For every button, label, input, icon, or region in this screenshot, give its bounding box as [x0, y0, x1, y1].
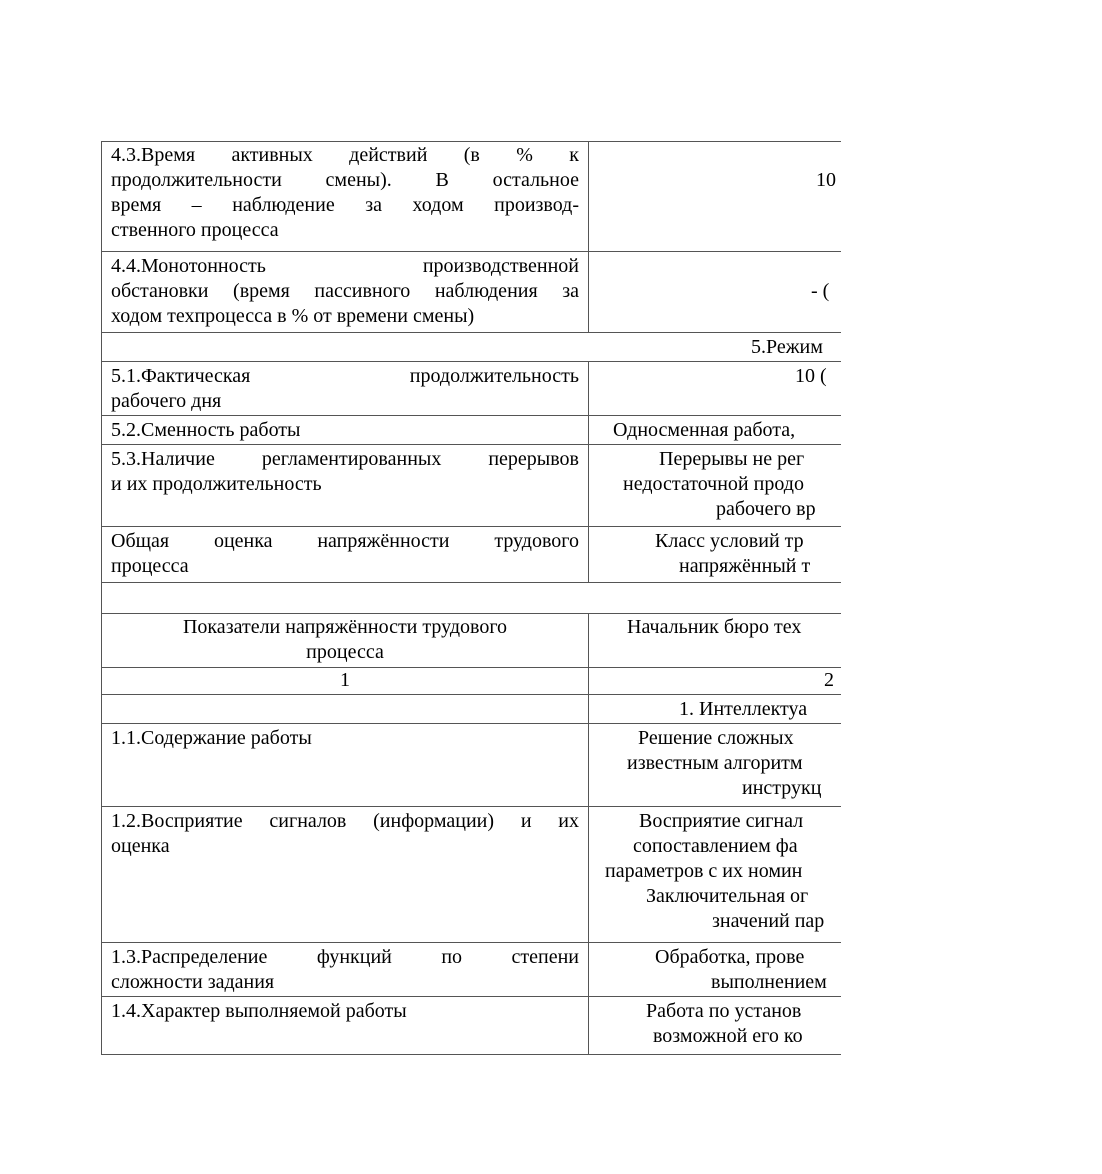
section-row: [101, 695, 841, 723]
section-title: [102, 695, 1102, 723]
value-cell: [589, 141, 1089, 251]
value-cell: [589, 807, 1089, 942]
cell-line: 10 (: [795, 365, 827, 387]
value-cell: [589, 416, 1089, 444]
cell-line: 1.3.Распределение функций по степени: [111, 946, 579, 968]
cell-line: процесса: [111, 555, 189, 577]
table-row: [101, 141, 841, 251]
section-title: [102, 333, 1102, 361]
cell-line: сопоставлением фа: [633, 835, 798, 857]
cell-line: известным алгоритм: [627, 752, 803, 774]
value-cell: [589, 445, 1089, 526]
cell-line: 5.1.Фактическая продолжительность: [111, 365, 579, 387]
cell-line: - (: [811, 280, 830, 302]
cell-line: Односменная работа,: [613, 419, 796, 441]
value-cell: [589, 362, 1089, 415]
indicator-cell: [102, 416, 588, 444]
column-number-cell: [589, 668, 1089, 694]
table-row: [101, 362, 841, 415]
cell-line: и их продолжительность: [111, 473, 322, 495]
indicator-cell: [102, 445, 588, 526]
cell-line: обстановки (время пассивного наблюдения за: [111, 280, 579, 302]
table-top-border: [101, 141, 841, 142]
column-number: 2: [824, 669, 834, 691]
cell-line: параметров с их номин: [605, 860, 803, 882]
cell-line: [811, 254, 1089, 279]
cell-line: Заключительная ог: [646, 885, 809, 907]
value-cell: [589, 527, 1089, 582]
cell-line: 1.4.Характер выполняемой работы: [111, 1000, 407, 1022]
table-row: [101, 724, 841, 806]
cell-line: 5.3.Наличие регламентированных перерывов: [111, 448, 579, 470]
cell-line: рабочего вр: [716, 498, 816, 520]
column-number-cell: [102, 668, 588, 694]
cell-line: 4.4.Монотонность производственной: [111, 255, 579, 277]
table-row: [101, 527, 841, 582]
header-text: Показатели напряжённости трудового: [182, 616, 508, 638]
cell-line: 4.3.Время активных действий (в % к: [111, 144, 579, 166]
header-cell: [102, 614, 588, 667]
cell-line: продолжительности смены). В остальное: [111, 169, 579, 191]
column-number: 1: [340, 669, 350, 691]
cell-line: [816, 143, 1089, 168]
table-row: [101, 807, 841, 942]
document-table: [101, 141, 836, 1055]
cell-line: инструкц: [742, 777, 822, 799]
value-cell: [589, 943, 1089, 996]
cell-line: время – наблюдение за ходом производ-: [111, 194, 579, 216]
cell-line: Решение сложных: [638, 727, 794, 749]
table-left-border: [101, 141, 102, 1055]
column-number-row: [101, 668, 841, 694]
table-row: [101, 416, 841, 444]
cell-line: сложности задания: [111, 971, 275, 993]
indicator-cell: [102, 527, 588, 582]
cell-line: ственного процесса: [111, 219, 279, 241]
value-cell: [589, 252, 1089, 332]
column-divider: [588, 361, 589, 583]
cell-line: выполнением: [711, 971, 827, 993]
cell-line: напряжённый т: [679, 555, 811, 577]
indicator-cell: [102, 997, 588, 1054]
indicator-cell: [102, 724, 588, 806]
header-text: Начальник бюро тех: [627, 616, 802, 638]
cell-line: Работа по установ: [646, 1000, 802, 1022]
header-text: процесса: [306, 641, 384, 663]
cell-line: оценка: [111, 835, 170, 857]
table-row: [101, 943, 841, 996]
section-title-text: 5.Режим: [751, 336, 823, 358]
empty-row: [101, 583, 841, 613]
cell-line: недостаточной продо: [623, 473, 804, 495]
cell-line: значений пар: [712, 910, 825, 932]
value-cell: [589, 997, 1089, 1054]
cell-line: ходом техпроцесса в % от времени смены): [111, 305, 475, 327]
table-row: [101, 997, 841, 1054]
table-row: [101, 252, 841, 332]
indicator-cell: [102, 807, 588, 942]
cell-line: Восприятие сигнал: [639, 810, 804, 832]
cell-line: возможной его ко: [653, 1025, 803, 1047]
indicator-cell: [102, 252, 588, 332]
cell-line: 5.2.Сменность работы: [111, 419, 301, 441]
cell-line: Перерывы не рег: [659, 448, 805, 470]
column-divider: [588, 723, 589, 1055]
cell-line: 10: [816, 169, 836, 191]
cell-line: Обработка, прове: [655, 946, 805, 968]
section-title-text: 1. Интеллектуа: [679, 698, 808, 720]
indicator-cell: [102, 943, 588, 996]
section-row: [101, 333, 841, 361]
table-row: [101, 445, 841, 526]
column-divider: [588, 613, 589, 723]
indicator-cell: [102, 141, 588, 251]
cell-line: 1.2.Восприятие сигналов (информации) и их: [111, 810, 579, 832]
cell-line: Класс условий тр: [655, 530, 804, 552]
cell-line: 1.1.Содержание работы: [111, 727, 312, 749]
indicator-cell: [102, 362, 588, 415]
table-bottom-border: [101, 1054, 841, 1055]
column-divider: [588, 141, 589, 333]
table-header-row: [101, 614, 841, 667]
cell-line: Общая оценка напряжённости трудового: [111, 530, 579, 552]
header-cell: [589, 614, 1089, 667]
cell-line: рабочего дня: [111, 390, 222, 412]
value-cell: [589, 724, 1089, 806]
